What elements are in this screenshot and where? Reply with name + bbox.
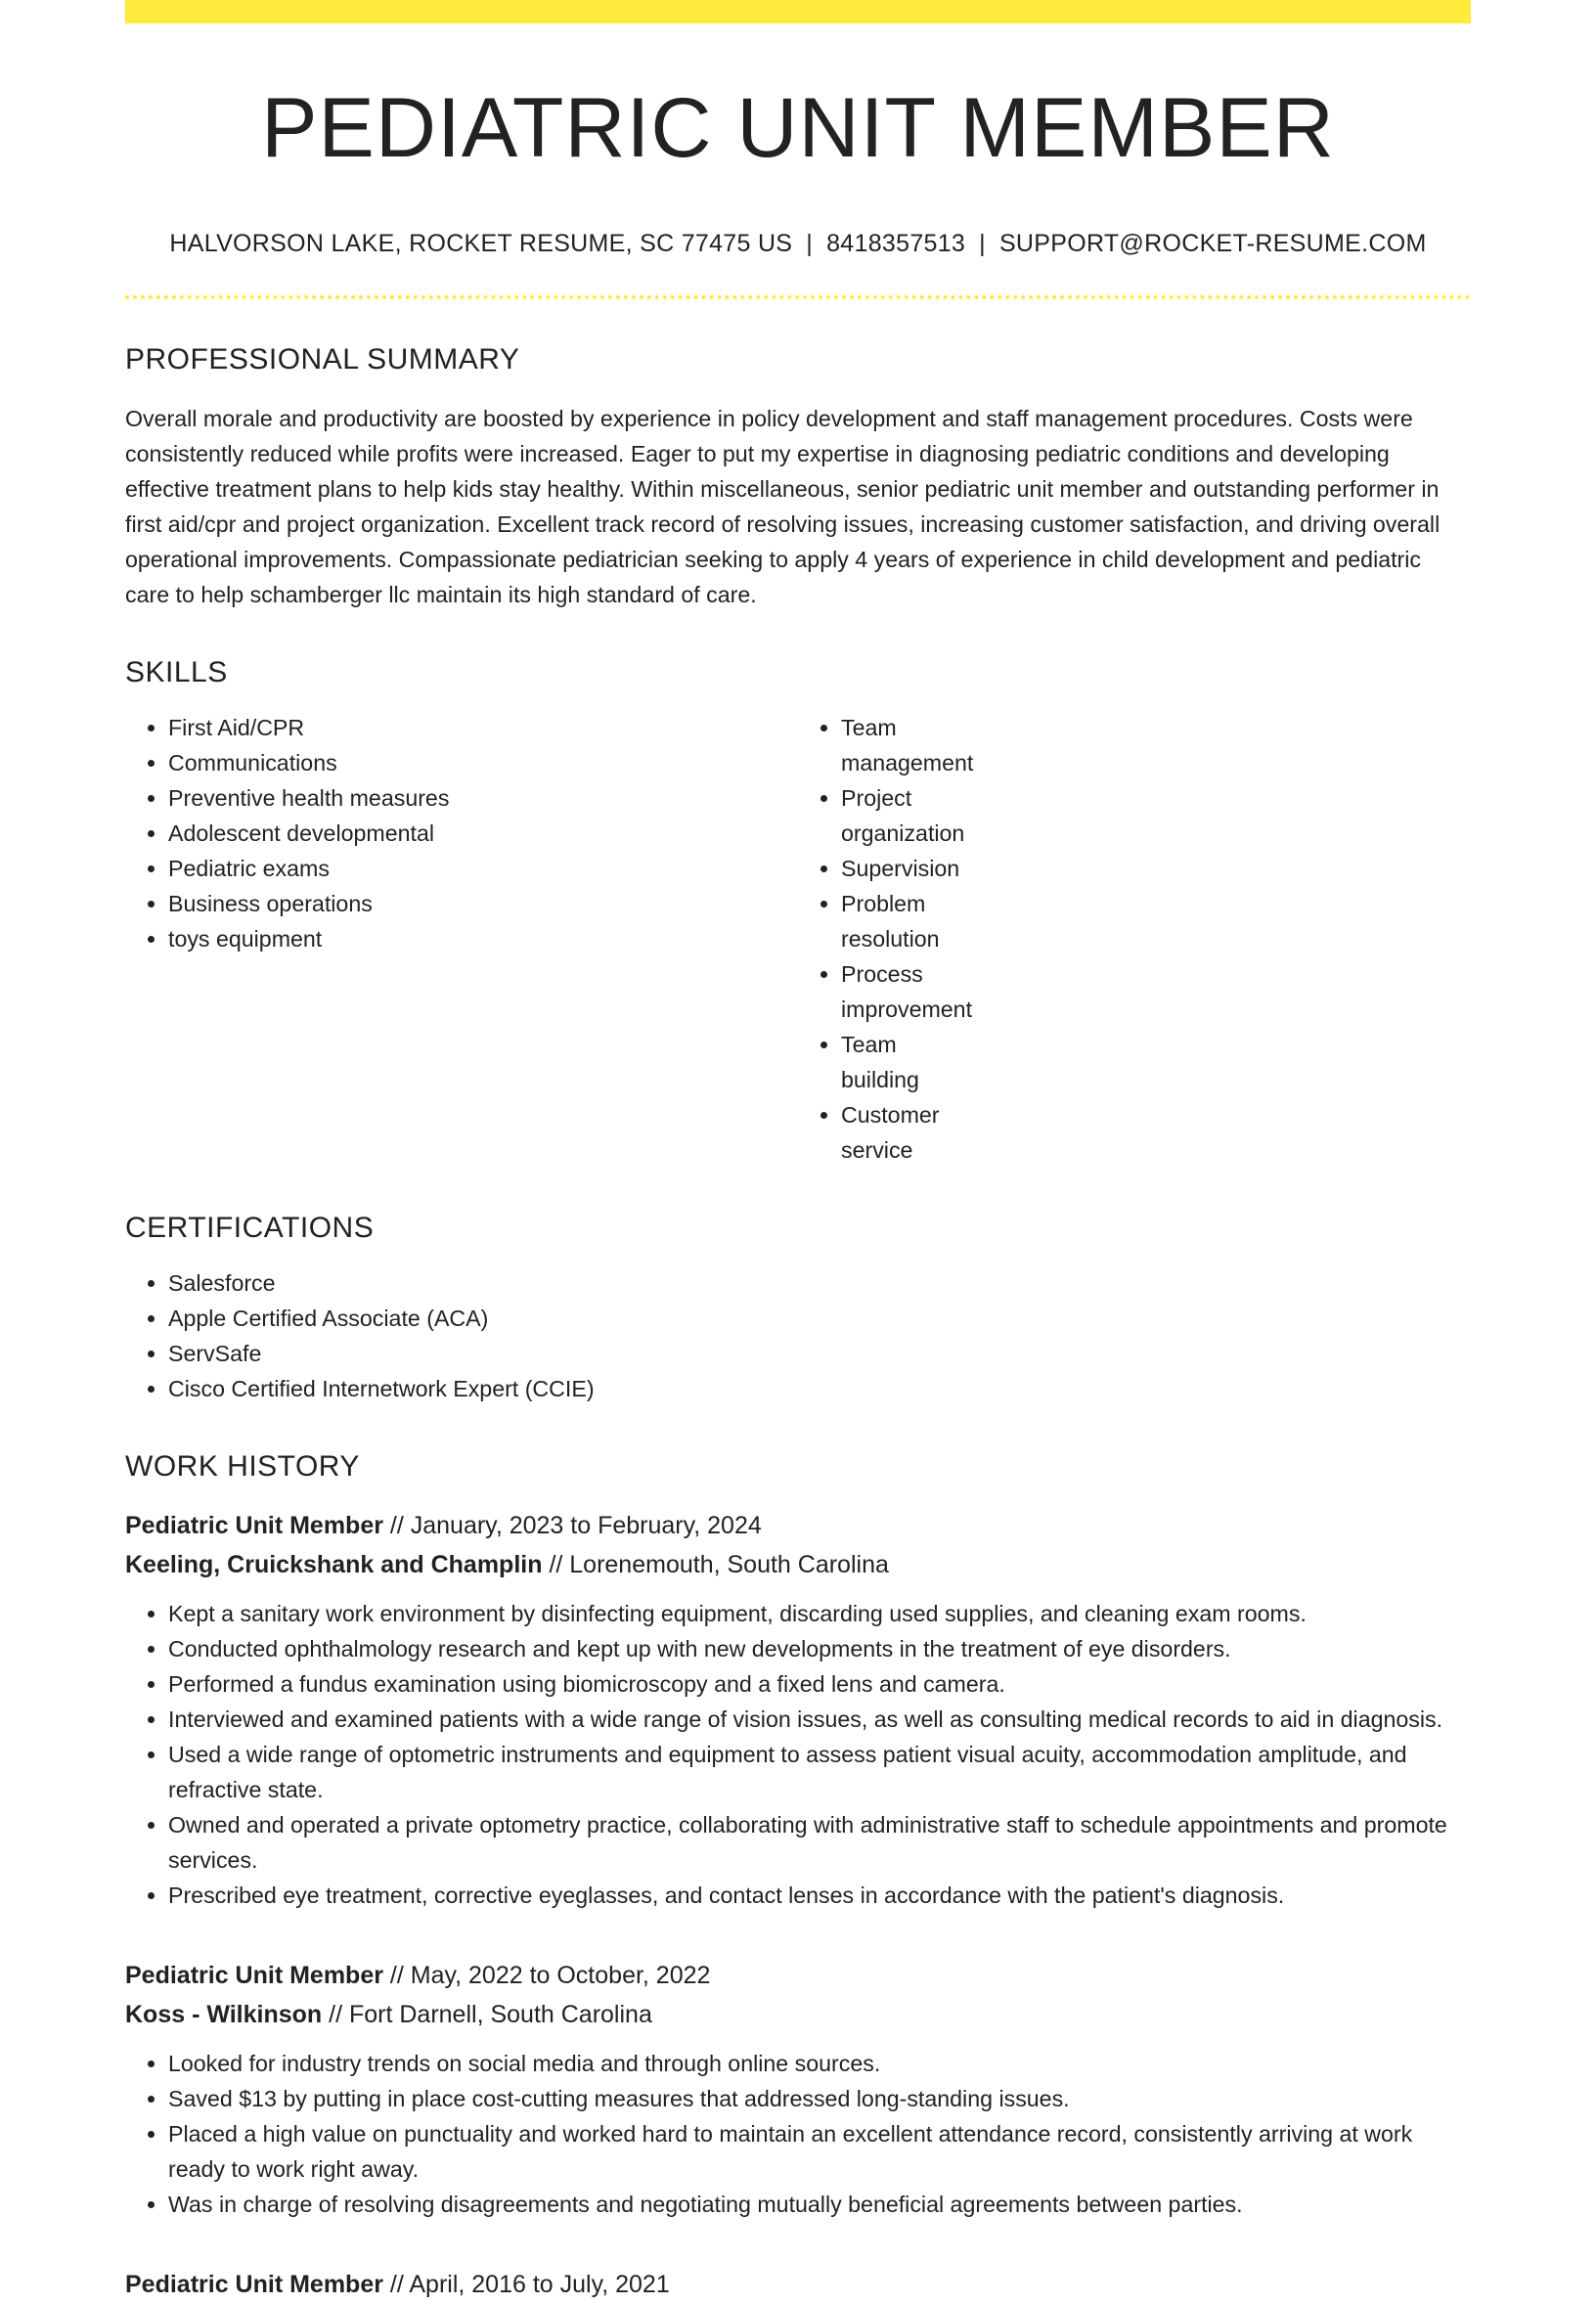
contact-phone: 8418357513 <box>826 229 966 257</box>
job-entry <box>125 1506 1471 1913</box>
skills-list-right: Team management Project organization Supervision Problem resolution Process improvement Team building Customer service <box>841 714 974 1163</box>
job-bullet: • Interviewed and examined patients with a wide range of vision issues, as well as consulting medical records to aid in diagnosis. <box>168 1702 1471 1737</box>
work-history-title: WORK HISTORY <box>125 1449 360 1483</box>
skill-item: • Communications <box>168 745 798 780</box>
certification-item: • ServSafe <box>168 1336 1471 1371</box>
contact-separator: | <box>979 229 986 257</box>
job-bullets <box>125 2046 1471 2222</box>
job-bullet: • Looked for industry trends on social media and through online sources. <box>168 2046 1471 2081</box>
resume-page <box>125 0 1471 2304</box>
job-location: // Fort Darnell, South Carolina <box>329 2000 652 2028</box>
job-bullet: • Performed a fundus examination using biomicroscopy and a fixed lens and camera. <box>168 1666 1471 1702</box>
contact-line <box>125 230 1471 258</box>
job-entry <box>125 2265 1471 2304</box>
job-company-line <box>125 1995 1471 2034</box>
dotted-divider <box>125 295 1471 299</box>
certifications-title: CERTIFICATIONS <box>125 1211 375 1244</box>
certification-item: • Apple Certified Associate (ACA) <box>168 1301 1471 1336</box>
job-dates: // January, 2023 to February, 2024 <box>389 1511 762 1539</box>
job-company: Koss - Wilkinson <box>125 2000 323 2028</box>
skill-item: • First Aid/CPR <box>168 710 798 745</box>
job-bullets <box>125 1596 1471 1913</box>
skills-grid <box>125 690 1471 1168</box>
job-title-line <box>125 1956 1471 1995</box>
job-location: // Lorenemouth, South Carolina <box>549 1550 889 1578</box>
job-bullet: • Saved $13 by putting in place cost-cutting measures that addressed long-standing issues. <box>168 2081 1471 2116</box>
accent-top-bar <box>125 0 1471 23</box>
job-title-line <box>125 2265 1471 2304</box>
job-role: Pediatric Unit Member <box>125 1511 383 1539</box>
skill-item: • Pediatric exams <box>168 851 798 886</box>
job-bullet: • Was in charge of resolving disagreements and negotiating mutually beneficial agreements between parties. <box>168 2187 1471 2222</box>
job-role: Pediatric Unit Member <box>125 2270 383 2298</box>
job-bullet: • Placed a high value on punctuality and worked hard to maintain an excellent attendance record, consistently arriving at work ready to work right away. <box>168 2116 1471 2187</box>
job-bullet: • Used a wide range of optometric instruments and equipment to assess patient visual acuity, accommodation amplitude, and refractive state. <box>168 1737 1471 1807</box>
skill-item: • toys equipment <box>168 921 798 956</box>
contact-email: SUPPORT@ROCKET-RESUME.COM <box>998 229 1427 257</box>
certifications-list <box>125 1265 1471 1406</box>
contact-separator: | <box>806 229 814 257</box>
job-dates: // May, 2022 to October, 2022 <box>389 1961 711 1989</box>
job-role: Pediatric Unit Member <box>125 1961 383 1989</box>
skill-item: • Preventive health measures <box>168 780 798 816</box>
contact-address: HALVORSON LAKE, ROCKET RESUME, SC 77475 US <box>169 229 793 257</box>
job-title-line <box>125 1506 1471 1545</box>
summary-title: PROFESSIONAL SUMMARY <box>125 342 520 376</box>
certification-item: • Salesforce <box>168 1265 1471 1301</box>
summary-text: Overall morale and productivity are boosted by experience in policy development and staff management procedures. Costs were consistently reduced while profits were increased. Eager to put my expertise in diagnosing pediatric conditions and developing effective treatment plans to help kids stay healthy. Within miscellaneous, senior pediatric unit member and outstanding performer in first aid/cpr and project organization. Excellent track record of resolving issues, increasing customer satisfaction, and driving overall operational improvements. Compassionate pediatrician seeking to apply 4 years of experience in child development and pediatric care to help schamberger llc maintain its high standard of care. <box>125 405 1441 607</box>
job-bullet: • Owned and operated a private optometry practice, collaborating with administrative staff to schedule appointments and promote services. <box>168 1807 1471 1878</box>
job-company: Keeling, Cruickshank and Champlin <box>125 1550 543 1578</box>
certification-item: • Cisco Certified Internetwork Expert (CCIE) <box>168 1371 1471 1406</box>
job-bullet: • Conducted ophthalmology research and kept up with new developments in the treatment of eye disorders. <box>168 1631 1471 1666</box>
job-dates: // April, 2016 to July, 2021 <box>389 2270 670 2298</box>
job-bullet: • Prescribed eye treatment, corrective eyeglasses, and contact lenses in accordance with the patient's diagnosis. <box>168 1878 1471 1913</box>
skill-item: • Adolescent developmental <box>168 816 798 851</box>
job-company-line <box>125 1545 1471 1584</box>
skill-item: • Business operations <box>168 886 798 921</box>
skills-title: SKILLS <box>125 655 228 688</box>
job-bullet: • Kept a sanitary work environment by disinfecting equipment, discarding used supplies, and cleaning exam rooms. <box>168 1596 1471 1631</box>
job-entry <box>125 1956 1471 2222</box>
resume-name: PEDIATRIC UNIT MEMBER <box>261 81 1335 175</box>
